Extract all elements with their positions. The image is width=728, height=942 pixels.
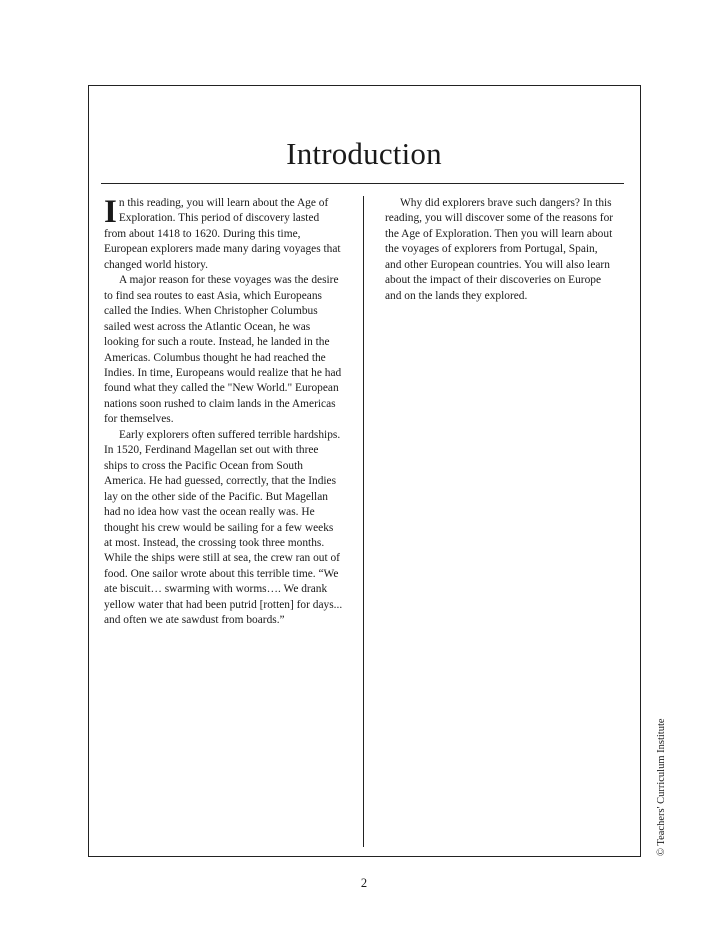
paragraph-3: Early explorers often suffered terrible hardships. In 1520, Ferdinand Magellan set out with three ships to cross the Pacific Ocean from South America. He had guessed, correctly, that the Indies lay on the other side of the Pacific. But Magellan had no idea how vast the ocean really was. He thought his crew would be sailing for a few weeks at most. Instead, the crossing took three months. While the ships were still at sea, the crew ran out of food. One sailor wrote about this terrible time. “We ate biscuit… swarming with worms…. We drank yellow water that had been putrid [rotten] for days... and often we ate sawdust from boards.” [104, 428, 343, 627]
paragraph-2: A major reason for these voyages was the desire to find sea routes to east Asia, which Europeans called the Indies. When Christopher Columbus sailed west across the Atlantic Ocean, he was looking for such a route. Instead, he landed in the Americas. Columbus thought he had reached the Indies. In time, Europeans would realize that he had found what they called the "New World." European nations soon rushed to claim lands in the Americas for themselves. [104, 274, 342, 426]
page-number: 2 [360, 876, 368, 890]
column-divider [363, 196, 364, 847]
left-column [104, 196, 344, 629]
title-divider [101, 183, 624, 184]
right-column [385, 196, 615, 304]
drop-cap: I [104, 194, 117, 230]
paragraph-1 [104, 196, 344, 273]
paragraph-1-text: n this reading, you will learn about the Age of Exploration. This period of discovery lasted from about 1418 to 1620. During this time, European explorers made many daring voyages that changed world history. [104, 197, 341, 271]
copyright-notice: © Teachers' Curriculum Institute [656, 718, 667, 856]
page-title: Introduction [286, 136, 442, 171]
paragraph-4: Why did explorers brave such dangers? In this reading, you will discover some of the reasons for the Age of Exploration. Then you will learn about the voyages of explorers from Portugal, Spain, and other European countries. You will also learn about the impact of their discoveries on Europe and on the lands they explored. [385, 197, 614, 302]
